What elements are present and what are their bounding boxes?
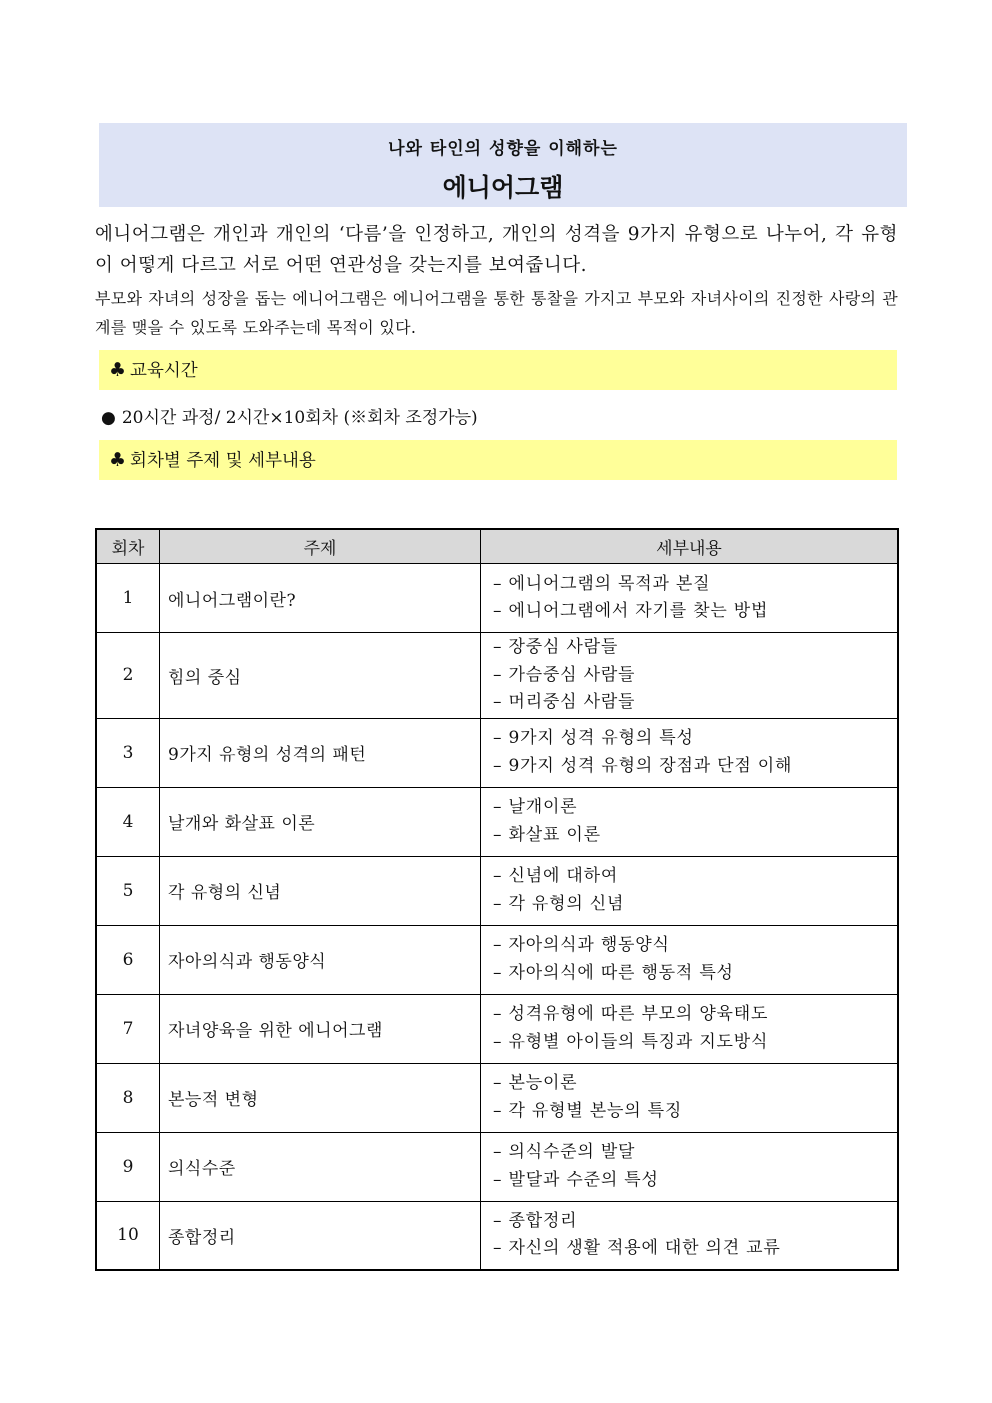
detail-item: – 날개이론 (493, 797, 578, 817)
title-subtitle: 나와 타인의 성향을 이해하는 (388, 139, 618, 159)
session-number: 4 (96, 787, 160, 856)
detail-item: – 의식수준의 발달 (493, 1142, 636, 1162)
session-topic: 종합정리 (160, 1201, 481, 1270)
session-number: 5 (96, 856, 160, 925)
table-row (96, 564, 898, 633)
session-details (481, 994, 899, 1063)
session-topic: 각 유형의 신념 (160, 856, 481, 925)
detail-item: – 9가지 성격 유형의 장점과 단점 이해 (493, 755, 793, 776)
time-bullet-text: 20시간 과정/ 2시간×10회차 (※회차 조정가능) (121, 408, 478, 428)
detail-item: – 화살표 이론 (493, 824, 601, 845)
session-details (481, 718, 899, 787)
session-topic: 9가지 유형의 성격의 패턴 (160, 718, 481, 787)
session-topic: 에니어그램이란? (160, 564, 481, 633)
session-number: 1 (96, 564, 160, 633)
table-row (96, 718, 898, 787)
detail-item: – 에니어그램의 목적과 본질 (493, 573, 711, 594)
detail-item: – 자아의식과 행동양식 (493, 935, 670, 955)
session-details (481, 633, 899, 719)
section-heading-sessions: 회차별 주제 및 세부내용 (130, 451, 316, 471)
table-header-row (96, 529, 898, 564)
session-number: 9 (96, 1132, 160, 1201)
section-sessions (99, 440, 897, 480)
session-topic: 힘의 중심 (160, 633, 481, 719)
table-row (96, 994, 898, 1063)
session-details (481, 564, 899, 633)
session-topic: 의식수준 (160, 1132, 481, 1201)
session-details (481, 787, 899, 856)
table-row (96, 925, 898, 994)
detail-item: – 성격유형에 따른 부모의 양육태도 (493, 1004, 769, 1024)
detail-item: – 자아의식에 따른 행동적 특성 (493, 962, 734, 983)
session-number: 3 (96, 718, 160, 787)
detail-item: – 종합정리 (493, 1210, 578, 1231)
session-number: 7 (96, 994, 160, 1063)
bullet-icon: ● (101, 408, 116, 428)
detail-item: – 에니어그램에서 자기를 찾는 방법 (493, 601, 769, 621)
detail-item: – 자신의 생활 적용에 대한 의견 교류 (493, 1238, 781, 1259)
session-number: 6 (96, 925, 160, 994)
session-details (481, 1132, 899, 1201)
session-number: 10 (96, 1201, 160, 1270)
session-topic: 자녀양육을 위한 에니어그램 (160, 994, 481, 1063)
detail-item: – 가슴중심 사람들 (493, 664, 636, 685)
club-icon: ♣ (109, 359, 127, 381)
session-topic: 본능적 변형 (160, 1063, 481, 1132)
session-number: 2 (96, 633, 160, 719)
table-row (96, 787, 898, 856)
detail-item: – 장중심 사람들 (493, 637, 619, 657)
table-row (96, 1063, 898, 1132)
detail-item: – 각 유형별 본능의 특징 (493, 1100, 683, 1121)
table-row (96, 1132, 898, 1201)
session-topic: 날개와 화살표 이론 (160, 787, 481, 856)
detail-item: – 본능이론 (493, 1073, 578, 1093)
header-details: 세부내용 (481, 529, 899, 564)
session-table (95, 528, 899, 1271)
table-body (96, 564, 898, 1271)
intro-paragraph-1: 에니어그램은 개인과 개인의 ‘다름’을 인정하고, 개인의 성격을 9가지 유형으로 나누어, 각 유형이 어떻게 다르고 서로 어떤 연관성을 갖는지를 보여줍니다. (95, 224, 898, 276)
session-details (481, 1201, 899, 1270)
section-education-time (99, 350, 897, 390)
detail-item: – 각 유형의 신념 (493, 893, 625, 914)
header-topic: 주제 (160, 529, 481, 564)
detail-item: – 머리중심 사람들 (493, 692, 636, 712)
detail-item: – 신념에 대하여 (493, 866, 619, 886)
section-heading-time: 교육시간 (130, 361, 198, 381)
table-row (96, 1201, 898, 1270)
time-bullet (101, 403, 478, 428)
detail-item: – 발달과 수준의 특성 (493, 1169, 659, 1190)
table-row (96, 856, 898, 925)
club-icon: ♣ (109, 449, 127, 471)
session-details (481, 856, 899, 925)
detail-item: – 9가지 성격 유형의 특성 (493, 728, 694, 748)
session-details (481, 925, 899, 994)
session-details (481, 1063, 899, 1132)
header-session: 회차 (96, 529, 160, 564)
table-row (96, 633, 898, 719)
session-topic: 자아의식과 행동양식 (160, 925, 481, 994)
detail-item: – 유형별 아이들의 특징과 지도방식 (493, 1031, 769, 1052)
session-number: 8 (96, 1063, 160, 1132)
title-box (99, 123, 907, 207)
intro-paragraph-2: 부모와 자녀의 성장을 돕는 에니어그램은 에니어그램을 통한 통찰을 가지고 부모와 자녀사이의 진정한 사랑의 관계를 맺을 수 있도록 도와주는데 목적이 있다. (95, 289, 898, 337)
page-title: 에니어그램 (442, 173, 564, 202)
